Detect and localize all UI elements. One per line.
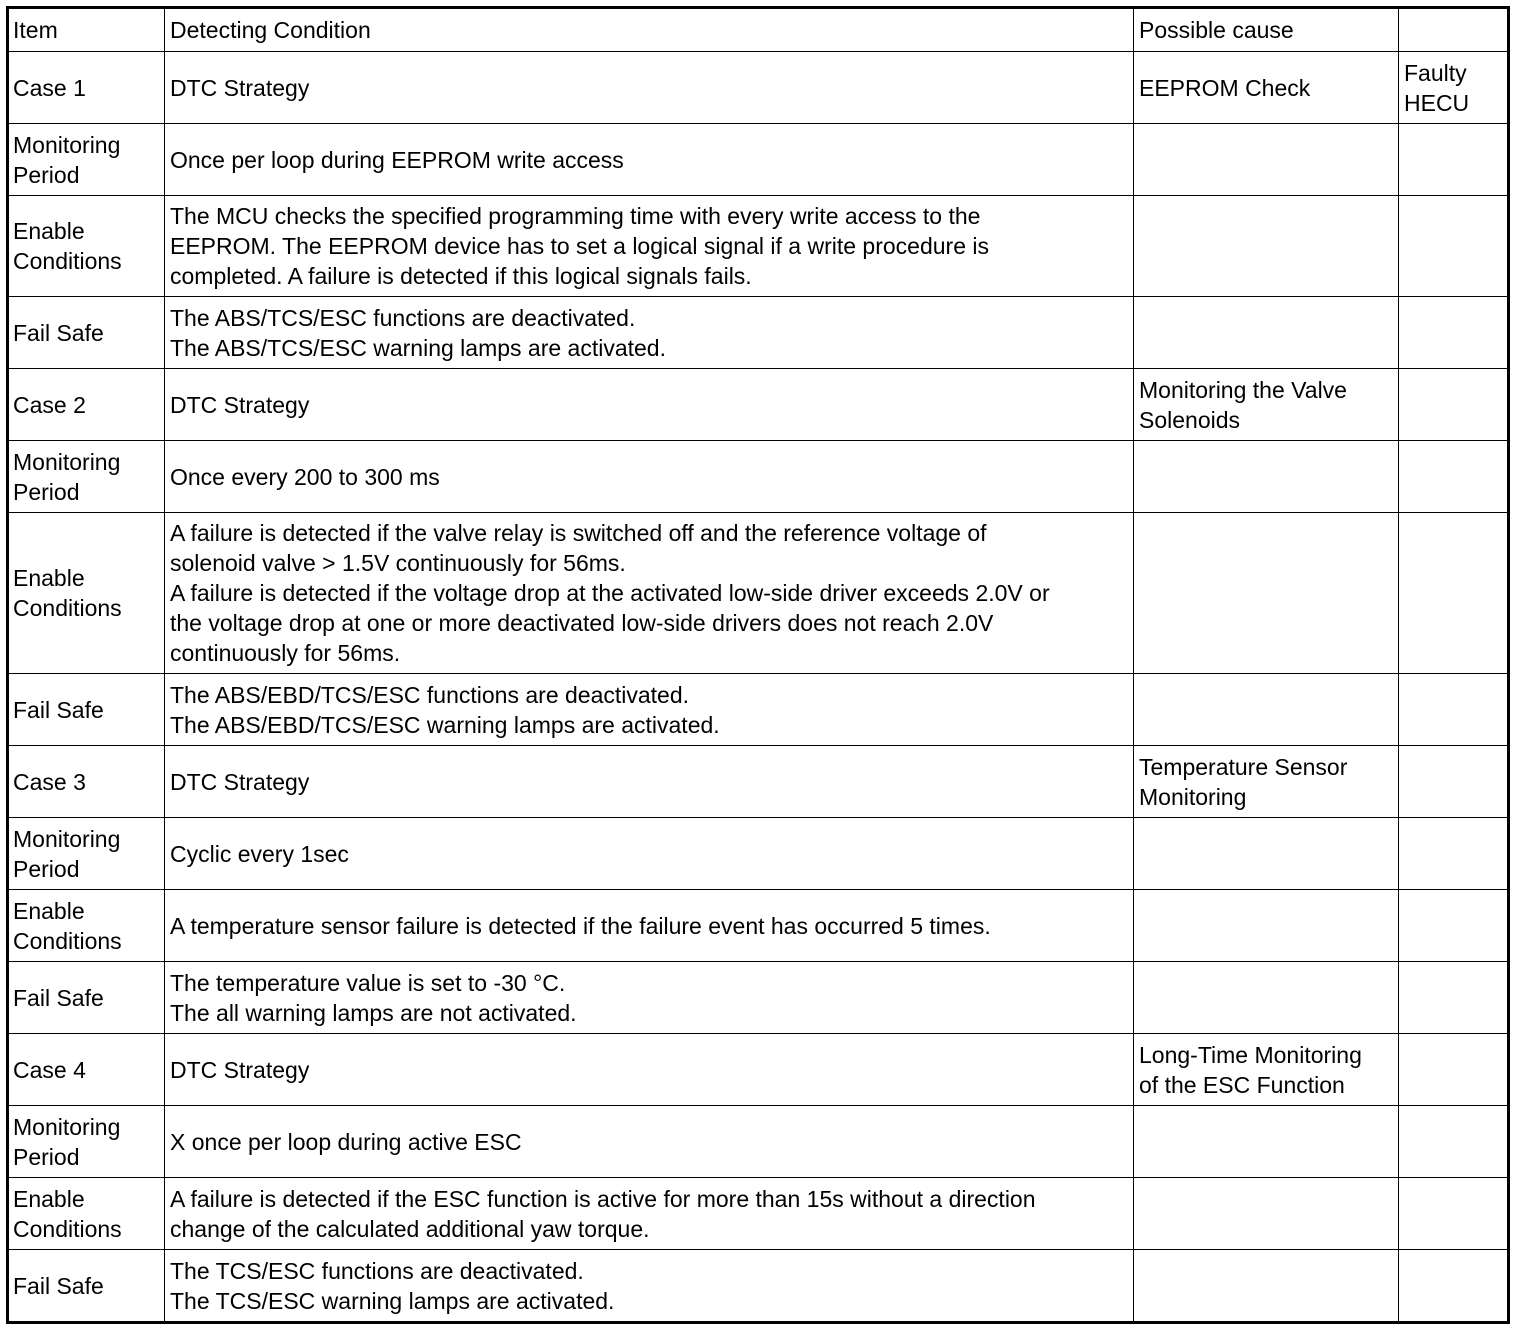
cause-cell [1134,962,1399,1034]
item-cell: Fail Safe [8,297,165,369]
condition-cell: Once per loop during EEPROM write access [165,124,1134,196]
extra-cell: Faulty HECU [1399,52,1509,124]
header-item: Item [8,8,165,52]
table-row [8,818,1509,890]
extra-cell [1399,297,1509,369]
condition-cell: The temperature value is set to -30 °C. The all warning lamps are not activated. [165,962,1134,1034]
extra-cell [1399,746,1509,818]
item-cell: Case 3 [8,746,165,818]
item-cell: Fail Safe [8,1250,165,1323]
cause-cell [1134,297,1399,369]
condition-cell: The MCU checks the specified programming time with every write access to the EEPROM. The EEPROM device has to set a logical signal if a write procedure is completed. A failure is detected if this logical signals fails. [165,196,1134,297]
cause-cell [1134,890,1399,962]
item-cell: Enable Conditions [8,890,165,962]
condition-cell: A failure is detected if the ESC function is active for more than 15s without a direction change of the calculated additional yaw torque. [165,1178,1134,1250]
extra-cell [1399,962,1509,1034]
table-row [8,513,1509,674]
table-row [8,369,1509,441]
item-cell: Monitoring Period [8,441,165,513]
condition-cell: DTC Strategy [165,746,1134,818]
condition-cell: The ABS/EBD/TCS/ESC functions are deactivated. The ABS/EBD/TCS/ESC warning lamps are activated. [165,674,1134,746]
item-cell: Fail Safe [8,674,165,746]
extra-cell [1399,124,1509,196]
item-cell: Case 4 [8,1034,165,1106]
cause-cell [1134,1106,1399,1178]
cause-cell [1134,674,1399,746]
table-header-row [8,8,1509,52]
cause-cell [1134,513,1399,674]
extra-cell [1399,674,1509,746]
table-row [8,1250,1509,1323]
cause-cell [1134,196,1399,297]
table-row [8,890,1509,962]
condition-cell: Cyclic every 1sec [165,818,1134,890]
header-detecting-condition: Detecting Condition [165,8,1134,52]
table-row [8,124,1509,196]
extra-cell [1399,369,1509,441]
condition-cell: DTC Strategy [165,52,1134,124]
cause-cell: EEPROM Check [1134,52,1399,124]
extra-cell [1399,1034,1509,1106]
item-cell: Case 2 [8,369,165,441]
header-extra [1399,8,1509,52]
item-cell: Enable Conditions [8,513,165,674]
extra-cell [1399,513,1509,674]
table-row [8,52,1509,124]
table-row [8,962,1509,1034]
extra-cell [1399,890,1509,962]
table-row [8,1034,1509,1106]
condition-cell: X once per loop during active ESC [165,1106,1134,1178]
condition-cell: The ABS/TCS/ESC functions are deactivated. The ABS/TCS/ESC warning lamps are activated. [165,297,1134,369]
extra-cell [1399,818,1509,890]
condition-cell: The TCS/ESC functions are deactivated. The TCS/ESC warning lamps are activated. [165,1250,1134,1323]
cause-cell: Long-Time Monitoring of the ESC Function [1134,1034,1399,1106]
condition-cell: A failure is detected if the valve relay is switched off and the reference voltage of solenoid valve > 1.5V continuously for 56ms. A failure is detected if the voltage drop at the activated low-side driver exceeds 2.0V or the voltage drop at one or more deactivated low-side drivers does not reach 2.0V continuously for 56ms. [165,513,1134,674]
extra-cell [1399,1178,1509,1250]
table-row [8,1106,1509,1178]
item-cell: Monitoring Period [8,1106,165,1178]
item-cell: Fail Safe [8,962,165,1034]
cause-cell [1134,818,1399,890]
extra-cell [1399,196,1509,297]
condition-cell: DTC Strategy [165,1034,1134,1106]
cause-cell: Temperature Sensor Monitoring [1134,746,1399,818]
table-row [8,297,1509,369]
item-cell: Monitoring Period [8,818,165,890]
cause-cell [1134,441,1399,513]
item-cell: Enable Conditions [8,196,165,297]
extra-cell [1399,1250,1509,1323]
item-cell: Case 1 [8,52,165,124]
item-cell: Enable Conditions [8,1178,165,1250]
dtc-detecting-condition-table [6,6,1510,1324]
cause-cell: Monitoring the Valve Solenoids [1134,369,1399,441]
cause-cell [1134,1178,1399,1250]
table-row [8,441,1509,513]
condition-cell: Once every 200 to 300 ms [165,441,1134,513]
table-row [8,674,1509,746]
table-row [8,1178,1509,1250]
item-cell: Monitoring Period [8,124,165,196]
cause-cell [1134,1250,1399,1323]
condition-cell: A temperature sensor failure is detected if the failure event has occurred 5 times. [165,890,1134,962]
cause-cell [1134,124,1399,196]
extra-cell [1399,441,1509,513]
condition-cell: DTC Strategy [165,369,1134,441]
extra-cell [1399,1106,1509,1178]
table-row [8,196,1509,297]
table-row [8,746,1509,818]
header-possible-cause: Possible cause [1134,8,1399,52]
